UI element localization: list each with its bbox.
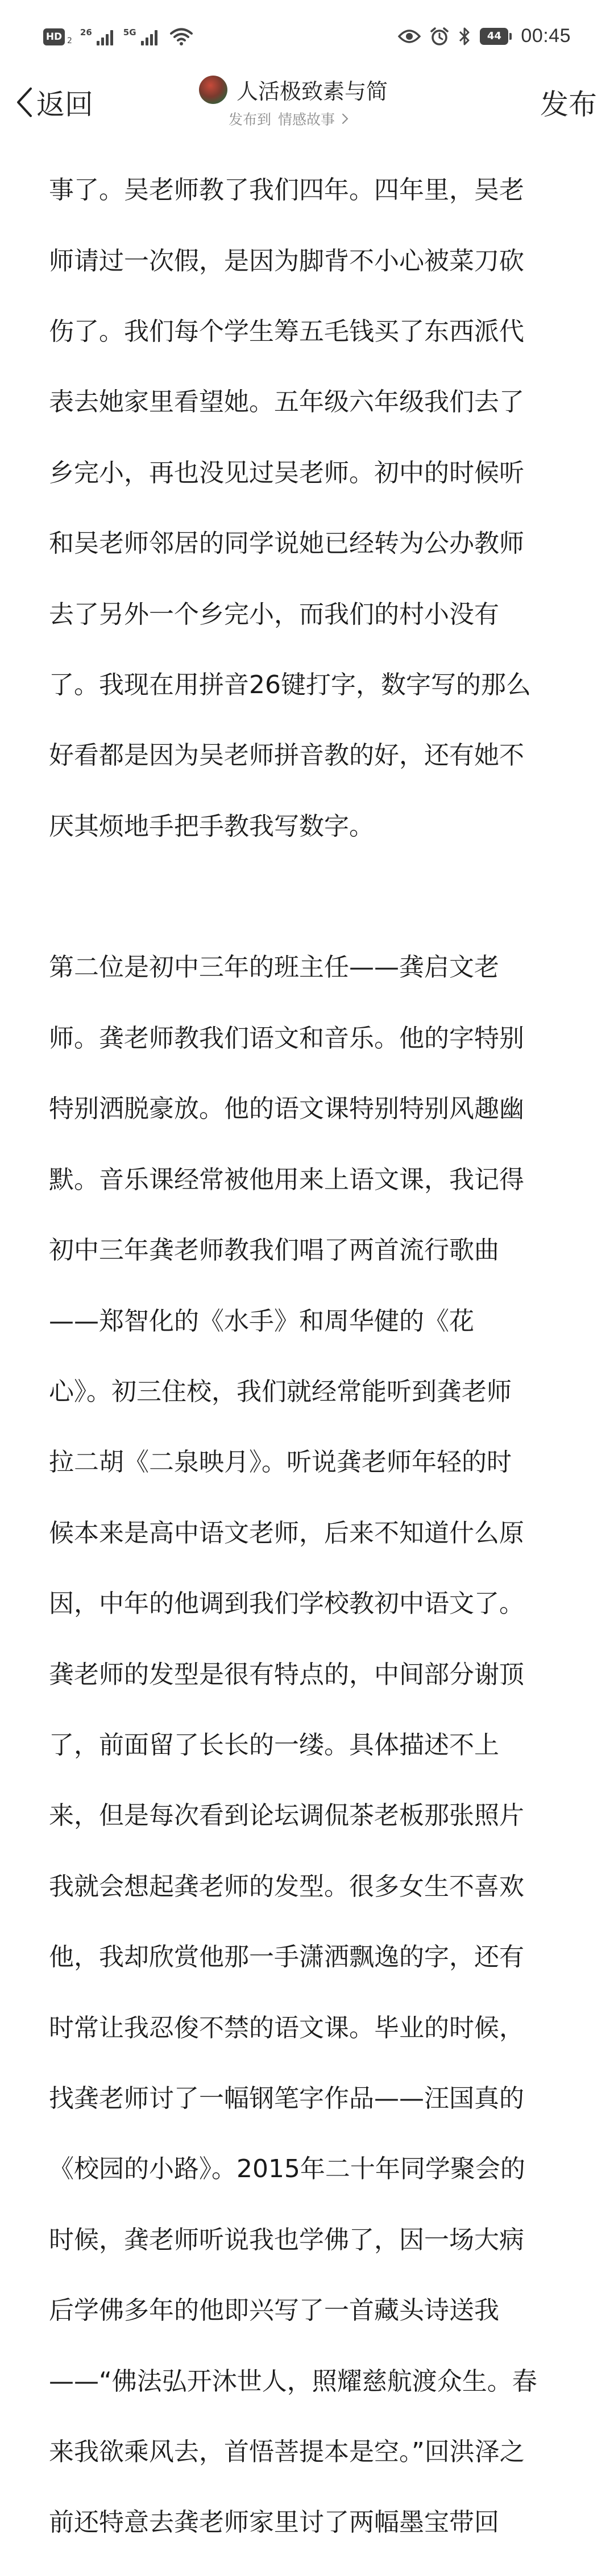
text-line: 表去她家里看望她。五年级六年级我们去了 <box>48 387 524 417</box>
back-label: 返回 <box>36 88 93 121</box>
text-line: 来我欲乘风去，首悟菩提本是空。”回洪泽之 <box>48 2437 525 2466</box>
header <box>0 74 614 131</box>
author-name: 人活极致素与简 <box>237 79 388 104</box>
text-line: 找龚老师讨了一幅钢笔字作品——汪国真的 <box>48 2083 524 2113</box>
text-line: 我就会想起龚老师的发型。很多女生不喜欢 <box>48 1871 524 1901</box>
publish-button[interactable]: 发布 <box>540 88 597 121</box>
paragraph <box>17 137 586 879</box>
author-row[interactable] <box>199 74 426 105</box>
text-line: 和吴老师邻居的同学说她已经转为公办教师 <box>48 529 524 558</box>
paragraph <box>17 915 586 2576</box>
signal-icon <box>97 28 113 45</box>
text-line: 师请过一次假，是因为脚背不小心被菜刀砍 <box>48 246 524 276</box>
header-center <box>199 74 426 129</box>
status-left <box>43 27 193 45</box>
text-line: 候本来是高中语文老师，后来不知道什么原 <box>48 1518 524 1548</box>
text-line: 来，但是每次看到论坛调侃茶老板那张照片 <box>48 1801 524 1831</box>
text-line: 第二位是初中三年的班主任——龚启文老 <box>48 953 499 982</box>
eye-icon <box>398 28 421 44</box>
text-line: 初中三年龚老师教我们唱了两首流行歌曲 <box>48 1236 499 1265</box>
text-line: 龚老师的发型是很有特点的，中间部分谢顶 <box>48 1660 524 1689</box>
status-bar <box>0 0 614 74</box>
text-line: 乡完小，再也没见过吴老师。初中的时候听 <box>48 458 524 487</box>
status-right <box>398 25 571 47</box>
text-line: 默。音乐课经常被他用来上语文课，我记得 <box>48 1165 524 1194</box>
chevron-right-icon <box>342 113 349 124</box>
text-line: 厌其烦地手把手教我写数字。 <box>48 811 374 841</box>
text-line: 因，中年的他调到我们学校教初中语文了。 <box>48 1589 524 1619</box>
category-label: 情感故事 <box>278 111 335 128</box>
text-line: 他，我却欣赏他那一手潇洒飘逸的字，还有 <box>48 1943 524 1972</box>
publish-to-label: 发布到 <box>229 111 272 128</box>
text-line: 前还特意去龚老师家里讨了两幅墨宝带回 <box>48 2508 499 2537</box>
publish-target-selector[interactable] <box>229 109 426 129</box>
back-button[interactable] <box>16 80 93 125</box>
text-line: 好看都是因为吴老师拼音教的好，还有她不 <box>48 741 524 770</box>
bluetooth-icon <box>458 27 471 46</box>
sim-number: 2 <box>67 36 72 45</box>
battery-level: 44 <box>480 28 508 45</box>
alarm-icon <box>430 27 449 46</box>
text-line: 《校园的小路》。2015年二十年同学聚会的 <box>48 2154 525 2184</box>
hd-badge: HD <box>43 28 65 45</box>
avatar[interactable] <box>199 76 227 104</box>
paragraph-gap <box>17 879 586 915</box>
text-line: ——郑智化的《水手》和周华健的《花 <box>48 1306 474 1336</box>
text-line: 去了另外一个乡完小，而我们的村小没有 <box>48 599 499 629</box>
text-line: 时候，龚老师听说我也学佛了，因一场大病 <box>48 2225 524 2254</box>
text-line: 后学佛多年的他即兴写了一首藏头诗送我 <box>48 2296 499 2325</box>
battery-icon <box>480 28 512 45</box>
text-line: 特别洒脱豪放。他的语文课特别特别风趣幽 <box>48 1094 524 1124</box>
text-line: 了，前面留了长长的一缕。具体描述不上 <box>48 1730 499 1760</box>
text-line: 了。我现在用拼音26键打字，数字写的那么 <box>48 670 531 700</box>
text-line: 师。龚老师教我们语文和音乐。他的字特别 <box>48 1023 524 1053</box>
text-line: 心》。初三住校，我们就经常能听到龚老师 <box>48 1377 512 1406</box>
clock: 00:45 <box>521 25 571 47</box>
text-line: ——“佛法弘开沐世人，照耀慈航渡众生。春 <box>48 2366 537 2396</box>
network-label-2: 5G <box>123 27 136 37</box>
text-line: 拉二胡《二泉映月》。听说龚老师年轻的时 <box>48 1448 512 1477</box>
network-label-1: 26 <box>80 27 92 37</box>
text-line: 伤了。我们每个学生筹五毛钱买了东西派代 <box>48 317 524 347</box>
chevron-left-icon <box>16 86 33 118</box>
signal-icon <box>141 28 157 45</box>
text-line: 事了。吴老师教了我们四年。四年里，吴老 <box>48 176 524 205</box>
wifi-icon <box>170 27 193 45</box>
text-line: 时常让我忍俊不禁的语文课。毕业的时候， <box>48 2013 524 2043</box>
